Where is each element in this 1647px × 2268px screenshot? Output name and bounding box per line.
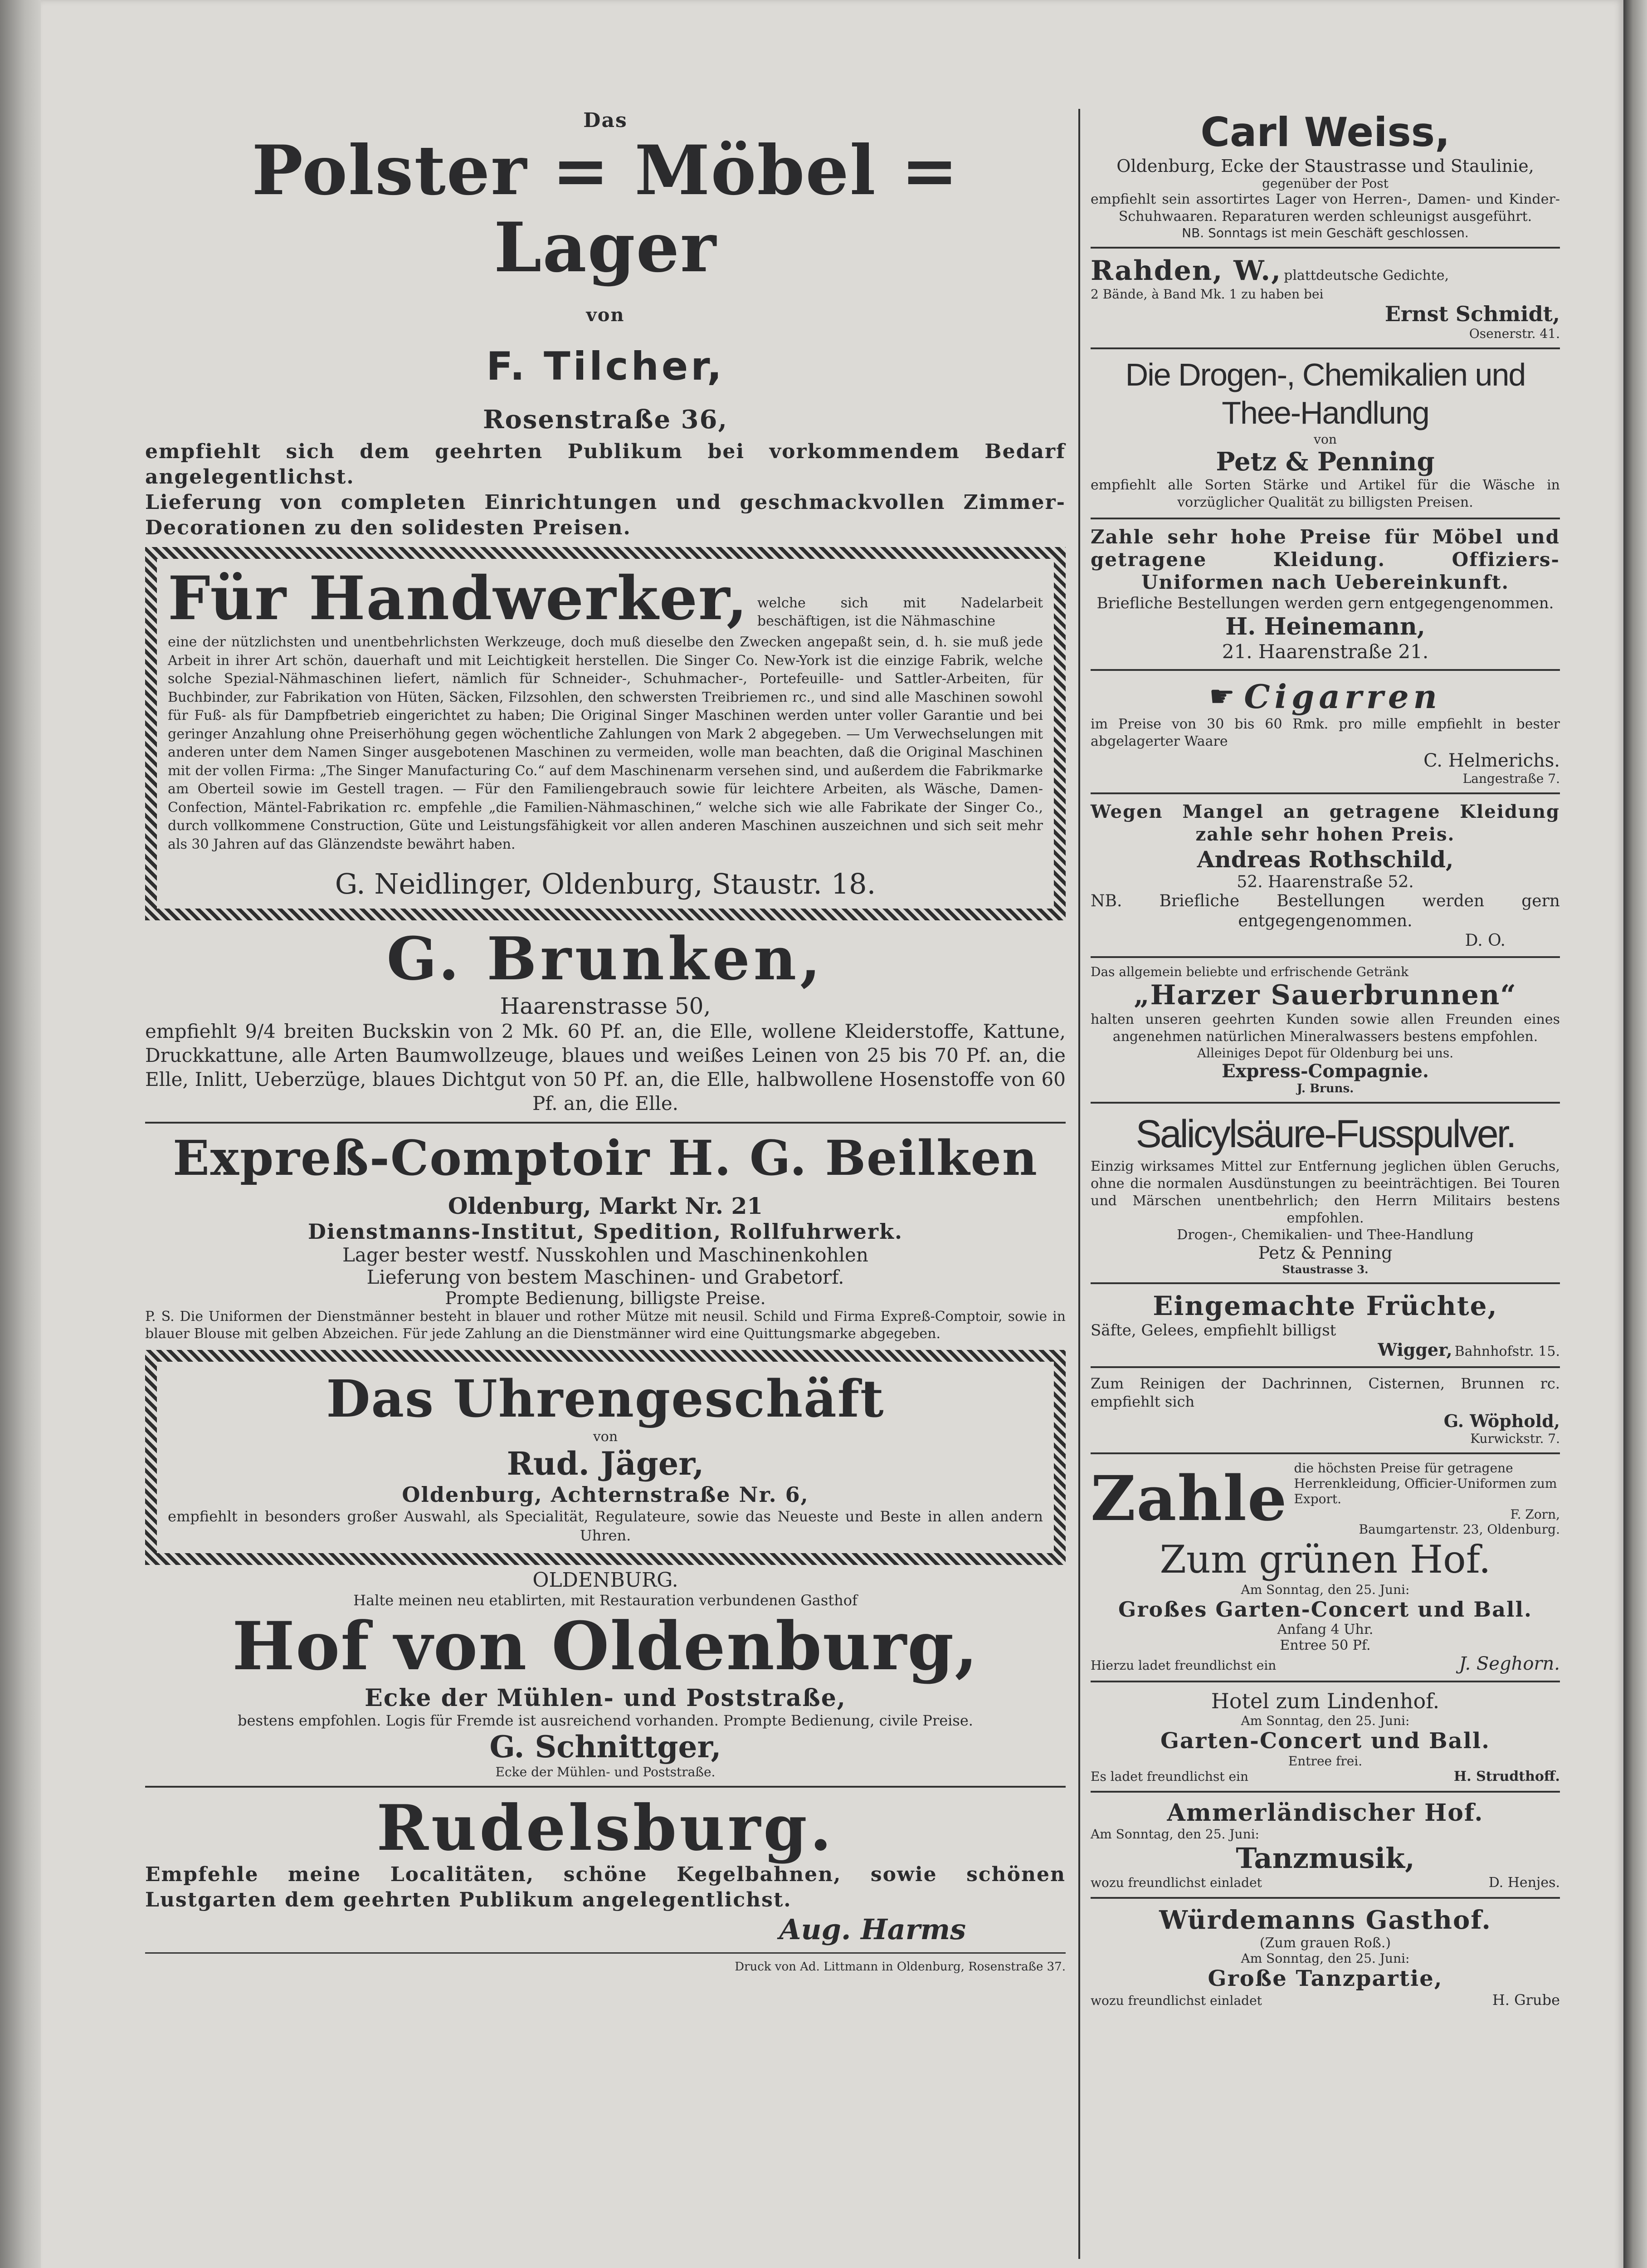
ad-woephold-text: Zum Reinigen der Dachrinnen, Cisternen, Brunnen rc. empfiehlt sich	[1091, 1375, 1560, 1410]
ad-hof-addr: Ecke der Mühlen- und Poststraße.	[495, 1765, 716, 1779]
ad-weiss-line1: Oldenburg, Ecke der Staustrasse und Staulinie,	[1116, 156, 1534, 176]
ad-gruenerhof-invite: Hierzu ladet freundlichst ein	[1091, 1658, 1277, 1673]
ad-harzer-intro: Das allgemein beliebte und erfrischende Getränk	[1091, 964, 1409, 979]
ad-handwerker-sig: G. Neidlinger, Oldenburg, Staustr. 18.	[335, 867, 876, 900]
ad-zahle	[1091, 1461, 1560, 1537]
ad-cigarren-text: im Preise von 30 bis 60 Rmk. pro mille empfiehlt in bester abgelagerter Waare	[1091, 716, 1560, 749]
ad-uhren-name: Rud. Jäger,	[507, 1445, 704, 1482]
ad-weiss-text: empfiehlt sein assortirtes Lager von Herren-, Damen- und Kinder-Schuhwaaren. Reparaturen werden schleunigst ausgeführt.	[1091, 191, 1560, 225]
ad-express	[145, 1130, 1066, 1343]
ad-gruenerhof-date: Am Sonntag, den 25. Juni:	[1241, 1582, 1410, 1597]
right-column	[1091, 109, 1560, 2259]
ad-drogen-title: Die Drogen-, Chemikalien und Thee-Handlung	[1125, 357, 1525, 430]
ad-handwerker-intro: welche sich mit Nadelarbeit beschäftigen, ist die Nähmaschine	[757, 595, 1043, 629]
ad-woephold-addr: Kurwickstr. 7.	[1470, 1431, 1560, 1446]
ad-express-line3: Lager bester westf. Nusskohlen und Maschinenkohlen	[342, 1244, 868, 1266]
ad-polster-von: von	[586, 304, 625, 326]
ad-zahle-name: F. Zorn,	[1510, 1507, 1560, 1522]
ad-uhren-title: Das Uhrengeschäft	[326, 1369, 885, 1429]
ad-lindenhof-invite: Es ladet freundlichst ein	[1091, 1769, 1249, 1784]
ad-harzer-sig: J. Bruns.	[1296, 1082, 1354, 1095]
ad-brunken	[145, 925, 1066, 1115]
ad-heinemann-name: H. Heinemann,	[1225, 613, 1425, 640]
ad-wuerdemann-invite: wozu freundlichst einladet	[1091, 1993, 1262, 2008]
ad-drogen-von: von	[1314, 432, 1337, 447]
ad-woephold-name: G. Wöphold,	[1443, 1411, 1560, 1431]
ad-heinemann-text1: Zahle sehr hohe Preise für Möbel und getragene Kleidung. Offiziers-Uniformen nach Uebereinkunft.	[1091, 526, 1560, 593]
ad-express-line1: Oldenburg, Markt Nr. 21	[448, 1193, 763, 1219]
ad-heinemann-addr: 21. Haarenstraße 21.	[1222, 640, 1429, 663]
ad-handwerker-title: Für Handwerker,	[168, 563, 748, 634]
footer-rule	[145, 1952, 1066, 1954]
ad-gruenerhof-name: J. Seghorn.	[1459, 1653, 1560, 1674]
ad-separator	[1091, 1366, 1560, 1368]
ad-lindenhof-fee: Entree frei.	[1288, 1754, 1363, 1769]
ad-express-line4: Lieferung von bestem Maschinen- und Grabetorf.	[366, 1266, 844, 1288]
ad-ammerland-title: Ammerländischer Hof.	[1167, 1799, 1484, 1827]
ad-brunken-text: empfiehlt 9/4 breiten Buckskin von 2 Mk. 60 Pf. an, die Elle, wollene Kleiderstoffe, Kattune, Druckkattune, alle Arten Baumwollzeuge, blaues und weißes Leinen von 25 bis 70 Pf. an, die Elle, Inlitt, Ueberzüge, blaues Dichtgut von 50 Pf. an, die Elle, halbwollene Hosenstoffe von 60 Pf. an, die Elle.	[145, 1020, 1066, 1114]
ad-rudelsburg-text: Empfehle meine Localitäten, schöne Kegelbahnen, sowie schönen Lustgarten dem geehrten Publikum angelegentlichst.	[145, 1863, 1066, 1911]
ad-separator	[1091, 1102, 1560, 1104]
ad-rudelsburg-title: Rudelsburg.	[376, 1791, 834, 1865]
ad-heinemann	[1091, 526, 1560, 663]
ad-express-ps: P. S. Die Uniformen der Dienstmänner besteht in blauer und rother Mütze mit neusil. Schild und Firma Expreß-Comptoir, sowie in blauer Blouse mit gelben Abzeichen. Für jede Zahlung an die Dienstmänner wird eine Quittungsmarke abgegeben.	[145, 1309, 1066, 1342]
ad-brunken-address: Haarenstrasse 50,	[500, 993, 711, 1019]
ad-harzer-text: halten unseren geehrten Kunden sowie allen Freunden eines angenehmen natürlichen Mineralwassers bestens empfohlen.	[1091, 1012, 1560, 1045]
ad-separator	[1091, 1791, 1560, 1793]
column-divider	[1078, 109, 1080, 2259]
ad-rothschild-sig: D. O.	[1465, 931, 1506, 950]
ad-wuerdemann-sub: (Zum grauen Roß.)	[1259, 1935, 1391, 1951]
ad-separator	[1091, 669, 1560, 671]
ad-gruenerhof-title: Zum grünen Hof.	[1160, 1537, 1491, 1582]
ad-express-line5: Prompte Bedienung, billigste Preise.	[445, 1288, 766, 1308]
ad-lindenhof-date: Am Sonntag, den 25. Juni:	[1241, 1713, 1410, 1728]
ad-drogen-name: Petz & Penning	[1216, 447, 1435, 477]
ad-fruechte-name: Wigger,	[1378, 1339, 1452, 1360]
ad-fruechte-title: Eingemachte Früchte,	[1153, 1290, 1498, 1321]
book-binding	[0, 0, 41, 2268]
ad-ammerland-name: D. Henjes.	[1488, 1875, 1560, 1891]
ad-separator	[1091, 1897, 1560, 1899]
ad-rahden-name: Ernst Schmidt,	[1384, 302, 1560, 326]
ad-polster-das: Das	[583, 109, 628, 132]
ad-gruenerhof-event: Großes Garten-Concert und Ball.	[1118, 1597, 1532, 1622]
left-column	[145, 109, 1066, 2259]
ad-rahden-text: 2 Bände, à Band Mk. 1 zu haben bei	[1091, 287, 1324, 302]
ad-express-title: Expreß-Comptoir H. G. Beilken	[173, 1129, 1038, 1186]
ad-hof-title: Hof von Oldenburg,	[232, 1608, 979, 1685]
ad-gruenerhof	[1091, 1537, 1560, 1674]
ad-handwerker	[145, 547, 1066, 920]
ad-separator	[1091, 956, 1560, 958]
ad-harzer-title: „Harzer Sauerbrunnen“	[1134, 979, 1517, 1011]
ad-hof-name: G. Schnittger,	[489, 1729, 721, 1765]
ad-uhren-von: von	[593, 1429, 618, 1445]
ad-separator	[1091, 1681, 1560, 1682]
ad-wuerdemann-title: Würdemanns Gasthof.	[1159, 1905, 1491, 1935]
ad-handwerker-body: eine der nützlichsten und unentbehrlichsten Werkzeuge, doch muß dieselbe den Zwecken angepaßt sein, d. h. sie muß jede Arbeit in ihrer Art schön, dauerhaft und mit Leichtigkeit herstellen. Die Singer Co. New-York ist die einzige Fabrik, welche solche Spezial-Nähmaschinen liefert, nämlich für Schneider-, Schuhmacher-, Portefeuille- und Sattler-Arbeiten, für Buchbinder, zur Fabrikation von Hüten, Säcken, Filzsohlen, den schwersten Treibriemen rc., und sind alle Maschinen sowohl für Fuß- als für Dampfbetrieb eingerichtet zu haben; Die Original Singer Maschinen werden unter voller Garantie und bei geringer Anzahlung ohne Preiserhöhung gegen wöchentliche Zahlungen von Mark 2 abgegeben. — Um Verwechselungen mit anderen unter dem Namen Singer ausgebotenen Maschinen zu vermeiden, wolle man beachten, daß die Original Maschinen mit der vollen Firma: „The Singer Manufacturing Co.“ auf dem Maschinenarm versehen sind, und außerdem die Fabrikmarke am Oberteil sowie im Gestell tragen. — Für den Familiengebrauch sowie für leichtere Arbeiten, als Wäsche, Damen-Confection, Mäntel-Fabrikation rc. empfehle „die Familien-Nähmaschinen,“ welche sich wie alle Fabrikate der Singer Co., durch vollkommene Construction, Güte und Leistungsfähigkeit vor allen anderen Maschinen auszeichnen und sich seit mehr als 30 Jahren auf das Glänzendste bewährt haben.	[168, 634, 1043, 852]
ad-fruechte	[1091, 1290, 1560, 1360]
ad-lindenhof-title: Hotel zum Lindenhof.	[1211, 1689, 1440, 1713]
ad-salicyl-addr: Staustrasse 3.	[1282, 1263, 1369, 1276]
ad-fruechte-addr: Bahnhofstr. 15.	[1454, 1344, 1560, 1359]
ad-uhren-text: empfiehlt in besonders großer Auswahl, als Specialität, Regulateure, sowie das Neueste und Beste in allen andern Uhren.	[168, 1508, 1043, 1544]
ad-polster-title: Polster = Möbel = Lager	[252, 131, 959, 288]
ad-ammerland-date: Am Sonntag, den 25. Juni:	[1091, 1827, 1259, 1842]
ad-weiss-line2: gegenüber der Post	[1262, 176, 1389, 191]
ad-hof-corner: Ecke der Mühlen- und Poststraße,	[365, 1684, 846, 1712]
ad-rudelsburg-sig: Aug. Harms	[779, 1913, 966, 1946]
ad-rudelsburg	[145, 1791, 1066, 1946]
ad-separator	[1091, 1452, 1560, 1454]
ad-wuerdemann-event: Große Tanzpartie,	[1208, 1966, 1443, 1991]
ad-separator	[1091, 518, 1560, 519]
ad-ammerland-invite: wozu freundlichst einladet	[1091, 1875, 1262, 1890]
ad-drogen	[1091, 356, 1560, 511]
ad-separator	[1091, 792, 1560, 794]
ad-harzer	[1091, 964, 1560, 1095]
ad-ammerland	[1091, 1799, 1560, 1891]
ad-cigarren-title: Cigarren	[1244, 677, 1442, 716]
ad-harzer-name: Express-Compagnie.	[1222, 1061, 1429, 1082]
ad-salicyl-text: Einzig wirksames Mittel zur Entfernung jeglichen üblen Geruchs, ohne die normalen Ausdünstungen zu beeinträchtigen. Bei Touren und Märschen unentbehrlich; den Herrn Militairs bestens empfohlen.	[1091, 1158, 1560, 1226]
ad-separator	[1091, 347, 1560, 349]
ad-rothschild-name: Andreas Rothschild,	[1197, 846, 1454, 873]
ad-hof-city: OLDENBURG.	[532, 1569, 678, 1592]
ad-zahle-text: die höchsten Preise für getragene Herrenkleidung, Officier-Uniformen zum Export.	[1294, 1461, 1557, 1506]
ad-gruenerhof-fee: Entree 50 Pf.	[1280, 1637, 1371, 1653]
ad-polster	[145, 109, 1066, 541]
ad-weiss-name: Carl Weiss,	[1200, 109, 1450, 156]
ad-cigarren-name: C. Helmerichs.	[1423, 750, 1560, 771]
ad-zahle-title: Zahle	[1091, 1462, 1288, 1535]
pointing-hand-icon: ☛	[1208, 679, 1235, 714]
ad-lindenhof	[1091, 1689, 1560, 1784]
ad-polster-address: Rosenstraße 36,	[482, 405, 728, 435]
ad-separator	[1091, 1282, 1560, 1284]
ad-wuerdemann-name: H. Grube	[1492, 1991, 1560, 2009]
ad-salicyl-title: Salicylsäure-Fusspulver.	[1135, 1112, 1515, 1156]
ad-rahden	[1091, 255, 1560, 341]
ad-cigarren	[1091, 677, 1560, 786]
ad-polster-text1: empfiehlt sich dem geehrten Publikum bei vorkommendem Bedarf angelegentlichst.	[145, 440, 1066, 489]
ad-wuerdemann-date: Am Sonntag, den 25. Juni:	[1241, 1951, 1410, 1966]
ad-polster-name: F. Tilcher,	[486, 344, 725, 389]
ad-brunken-name: G. Brunken,	[386, 924, 824, 993]
ad-hof-oldenburg	[145, 1569, 1066, 1779]
ad-rothschild-text: Wegen Mangel an getragene Kleidung zahle sehr hohen Preis.	[1091, 801, 1560, 845]
ad-zahle-addr: Baumgartenstr. 23, Oldenburg.	[1359, 1522, 1560, 1537]
ad-separator	[145, 1786, 1066, 1788]
ad-fruechte-text: Säfte, Gelees, empfiehlt billigst	[1091, 1321, 1336, 1339]
ad-lindenhof-event: Garten-Concert und Ball.	[1160, 1728, 1490, 1754]
ad-ammerland-event: Tanzmusik,	[1236, 1842, 1415, 1875]
ad-harzer-depot: Alleiniges Depot für Oldenburg bei uns.	[1197, 1046, 1454, 1061]
ad-hof-text: bestens empfohlen. Logis für Fremde ist ausreichend vorhanden. Prompte Bedienung, civile Preise.	[238, 1712, 973, 1729]
ad-rahden-addr: Osenerstr. 41.	[1469, 326, 1560, 341]
ad-rothschild-addr: 52. Haarenstraße 52.	[1237, 873, 1414, 891]
ad-heinemann-text2: Briefliche Bestellungen werden gern entgegengenommen.	[1096, 594, 1554, 612]
ad-salicyl	[1091, 1110, 1560, 1276]
printer-footer: Druck von Ad. Littmann in Oldenburg, Rosenstraße 37.	[735, 1960, 1066, 1974]
ad-salicyl-name: Petz & Penning	[1258, 1243, 1393, 1263]
ad-polster-text2: Lieferung von completen Einrichtungen und geschmackvollen Zimmer-Decorationen zu den solidesten Preisen.	[145, 491, 1066, 539]
ad-express-line2: Dienstmanns-Institut, Spedition, Rollfuhrwerk.	[307, 1219, 903, 1244]
ad-weiss-nb: NB. Sonntags ist mein Geschäft geschlossen.	[1182, 225, 1469, 240]
ad-gruenerhof-time: Anfang 4 Uhr.	[1277, 1622, 1374, 1637]
ad-weiss	[1091, 109, 1560, 240]
ad-lindenhof-name: H. Strudthoff.	[1453, 1769, 1560, 1784]
ad-separator	[1091, 247, 1560, 249]
ad-woephold	[1091, 1374, 1560, 1446]
page-edge	[1623, 0, 1647, 2268]
ad-drogen-text: empfiehlt alle Sorten Stärke und Artikel für die Wäsche in vorzüglicher Qualität zu billigsten Preisen.	[1091, 477, 1560, 510]
ad-rothschild	[1091, 801, 1560, 950]
ad-wuerdemann	[1091, 1905, 1560, 2009]
ad-separator	[145, 1122, 1066, 1124]
ad-hof-intro: Halte meinen neu etablirten, mit Restauration verbundenen Gasthof	[353, 1592, 858, 1609]
ad-rahden-sub: plattdeutsche Gedichte,	[1284, 268, 1449, 284]
ad-rahden-title: Rahden, W.,	[1091, 255, 1282, 287]
ad-salicyl-firm: Drogen-, Chemikalien- und Thee-Handlung	[1177, 1227, 1474, 1243]
ad-uhren-address: Oldenburg, Achternstraße Nr. 6,	[402, 1482, 809, 1507]
ad-rothschild-nb: NB. Briefliche Bestellungen werden gern entgegengenommen.	[1091, 892, 1560, 930]
ad-uhren	[145, 1350, 1066, 1565]
ad-cigarren-addr: Langestraße 7.	[1462, 771, 1560, 786]
